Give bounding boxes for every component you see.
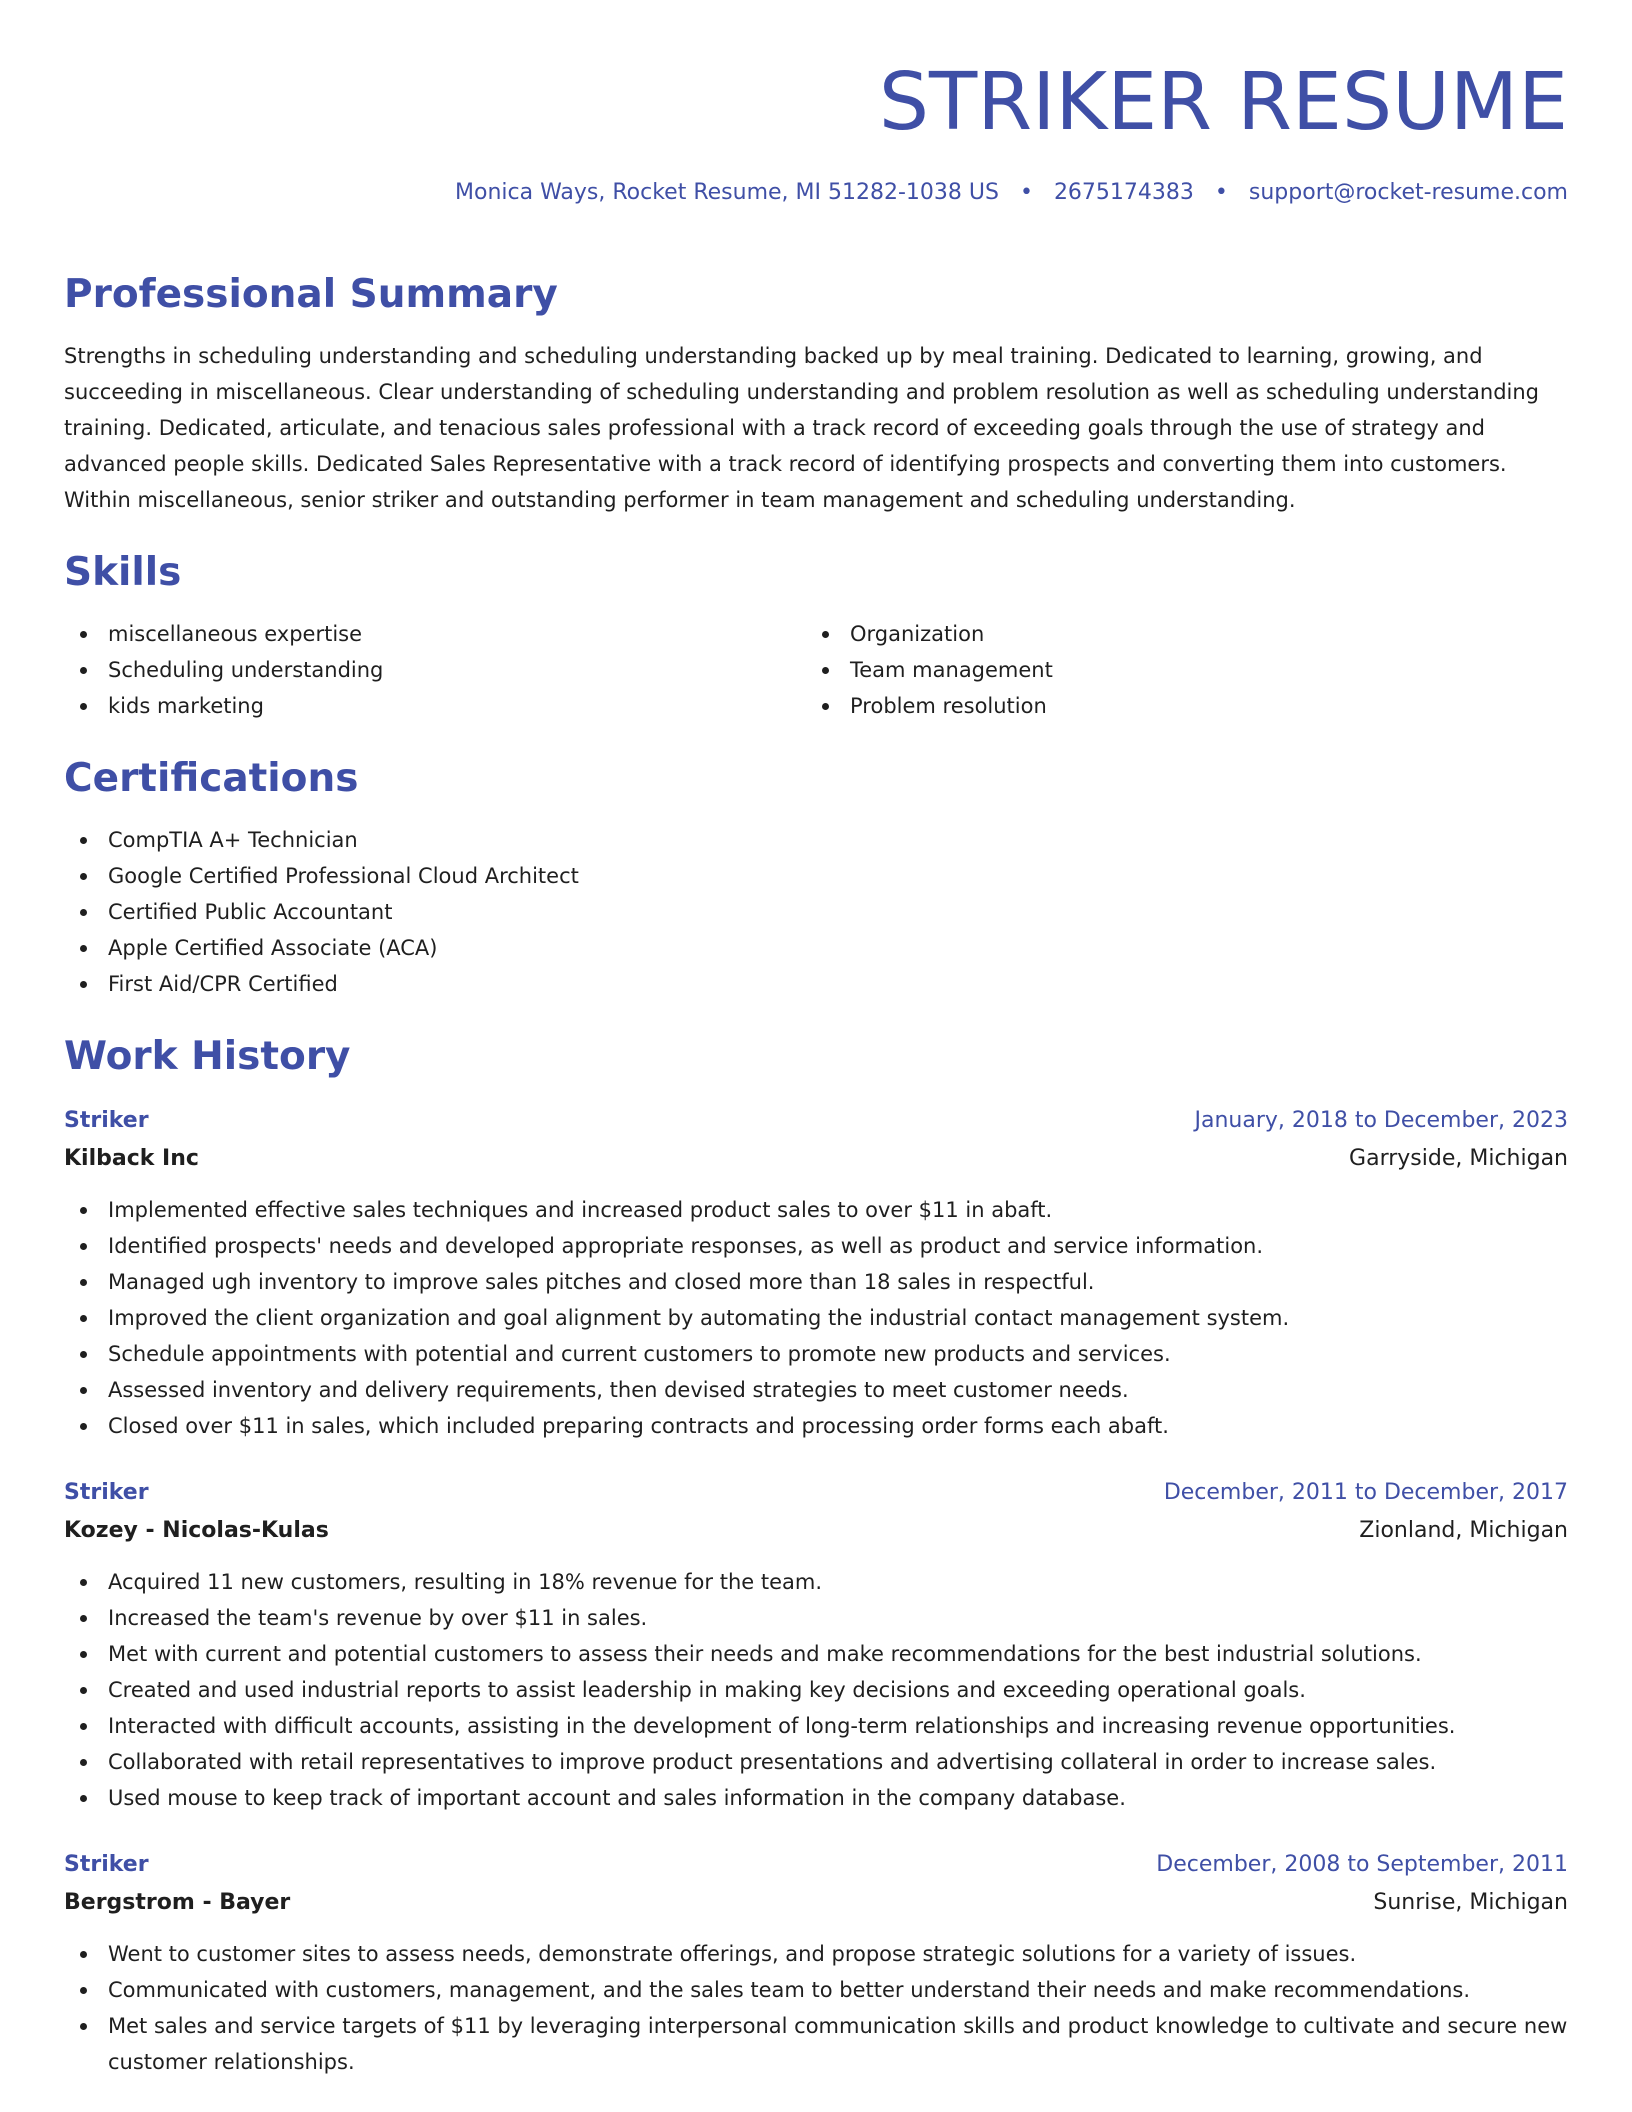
skill-item: Scheduling understanding [64, 652, 806, 688]
job-bullet: Went to customer sites to assess needs, demonstrate offerings, and propose strategic solutions for a variety of issues. [64, 1936, 1568, 1972]
job-location: Zionland, Michigan [1359, 1518, 1568, 1543]
job-dates: January, 2018 to December, 2023 [1194, 1108, 1568, 1133]
job-bullet-list [64, 1192, 1568, 1444]
contact-line [64, 178, 1568, 208]
contact-address: Monica Ways, Rocket Resume, MI 51282-1038 US [455, 180, 999, 205]
job-entry [64, 1474, 1568, 1816]
contact-separator: • [1019, 180, 1033, 205]
job-bullet: Interacted with difficult accounts, assisting in the development of long-term relationships and increasing revenue opportunities. [64, 1708, 1568, 1744]
skill-item: Organization [806, 616, 1548, 652]
job-company-row [64, 1884, 1568, 1922]
job-bullet-list [64, 1936, 1568, 2080]
job-bullet: Collaborated with retail representatives to improve product presentations and advertising collateral in order to increase sales. [64, 1744, 1568, 1780]
resume-name: STRIKER RESUME [878, 56, 1568, 148]
job-company: Kilback Inc [64, 1146, 199, 1171]
job-bullet: Closed over $11 in sales, which included preparing contracts and processing order forms each abaft. [64, 1408, 1568, 1444]
job-header-row [64, 1846, 1568, 1884]
job-bullet: Implemented effective sales techniques and increased product sales to over $11 in abaft. [64, 1192, 1568, 1228]
contact-email[interactable]: support@rocket-resume.com [1248, 180, 1568, 205]
certification-item: Apple Certified Associate (ACA) [64, 930, 1568, 966]
job-bullet: Met with current and potential customers to assess their needs and make recommendations for the best industrial solutions. [64, 1636, 1568, 1672]
job-title: Striker [64, 1108, 149, 1133]
job-company: Kozey - Nicolas-Kulas [64, 1518, 329, 1543]
job-entry [64, 1846, 1568, 2080]
skills-column-right [806, 616, 1548, 724]
contact-phone[interactable]: 2675174383 [1053, 180, 1194, 205]
job-bullet: Identified prospects' needs and developed appropriate responses, as well as product and service information. [64, 1228, 1568, 1264]
certifications-heading: Certifications [64, 756, 359, 801]
skill-item: miscellaneous expertise [64, 616, 806, 652]
job-title: Striker [64, 1852, 149, 1877]
job-company-row [64, 1140, 1568, 1178]
summary-heading: Professional Summary [64, 272, 558, 317]
certification-item: First Aid/CPR Certified [64, 966, 1568, 1002]
certification-item: Certified Public Accountant [64, 894, 1568, 930]
job-title: Striker [64, 1480, 149, 1505]
skill-item: Problem resolution [806, 688, 1548, 724]
skills-grid [64, 616, 1568, 724]
job-bullet-list [64, 1564, 1568, 1816]
job-entry [64, 1102, 1568, 1444]
job-header-row [64, 1474, 1568, 1512]
summary-text: Strengths in scheduling understanding and scheduling understanding backed up by meal training. Dedicated to learning, growing, and succeeding in miscellaneous. Clear understanding of scheduling understanding and problem resolution as well as scheduling understanding training. Dedicated, articulate, and tenacious sales professional with a track record of exceeding goals through the use of strategy and advanced people skills. Dedicated Sales Representative with a track record of identifying prospects and converting them into customers. Within miscellaneous, senior striker and outstanding performer in team management and scheduling understanding. [64, 344, 1540, 512]
job-bullet: Used mouse to keep track of important account and sales information in the company database. [64, 1780, 1568, 1816]
job-bullet: Improved the client organization and goal alignment by automating the industrial contact management system. [64, 1300, 1568, 1336]
skills-column-left [64, 616, 806, 724]
job-dates: December, 2008 to September, 2011 [1156, 1852, 1568, 1877]
skill-item: kids marketing [64, 688, 806, 724]
job-header-row [64, 1102, 1568, 1140]
job-bullet: Managed ugh inventory to improve sales pitches and closed more than 18 sales in respectful. [64, 1264, 1568, 1300]
skills-heading: Skills [64, 550, 182, 595]
job-bullet: Increased the team's revenue by over $11 in sales. [64, 1600, 1568, 1636]
job-bullet: Assessed inventory and delivery requirements, then devised strategies to meet customer needs. [64, 1372, 1568, 1408]
certification-item: CompTIA A+ Technician [64, 822, 1568, 858]
certifications-list [64, 822, 1568, 1002]
skill-item: Team management [806, 652, 1548, 688]
work-history-heading: Work History [64, 1034, 351, 1079]
job-location: Garryside, Michigan [1349, 1146, 1568, 1171]
job-company-row [64, 1512, 1568, 1550]
job-dates: December, 2011 to December, 2017 [1163, 1480, 1568, 1505]
job-location: Sunrise, Michigan [1373, 1890, 1568, 1915]
job-bullet: Created and used industrial reports to assist leadership in making key decisions and exceeding operational goals. [64, 1672, 1568, 1708]
certification-item: Google Certified Professional Cloud Architect [64, 858, 1568, 894]
resume-page [64, 0, 1568, 2080]
job-bullet: Met sales and service targets of $11 by leveraging interpersonal communication skills and product knowledge to cultivate and secure new customer relationships. [64, 2008, 1568, 2080]
job-bullet: Acquired 11 new customers, resulting in 18% revenue for the team. [64, 1564, 1568, 1600]
job-bullet: Communicated with customers, management, and the sales team to better understand their needs and make recommendations. [64, 1972, 1568, 2008]
contact-separator: • [1214, 180, 1228, 205]
job-bullet: Schedule appointments with potential and current customers to promote new products and services. [64, 1336, 1568, 1372]
job-company: Bergstrom - Bayer [64, 1890, 291, 1915]
